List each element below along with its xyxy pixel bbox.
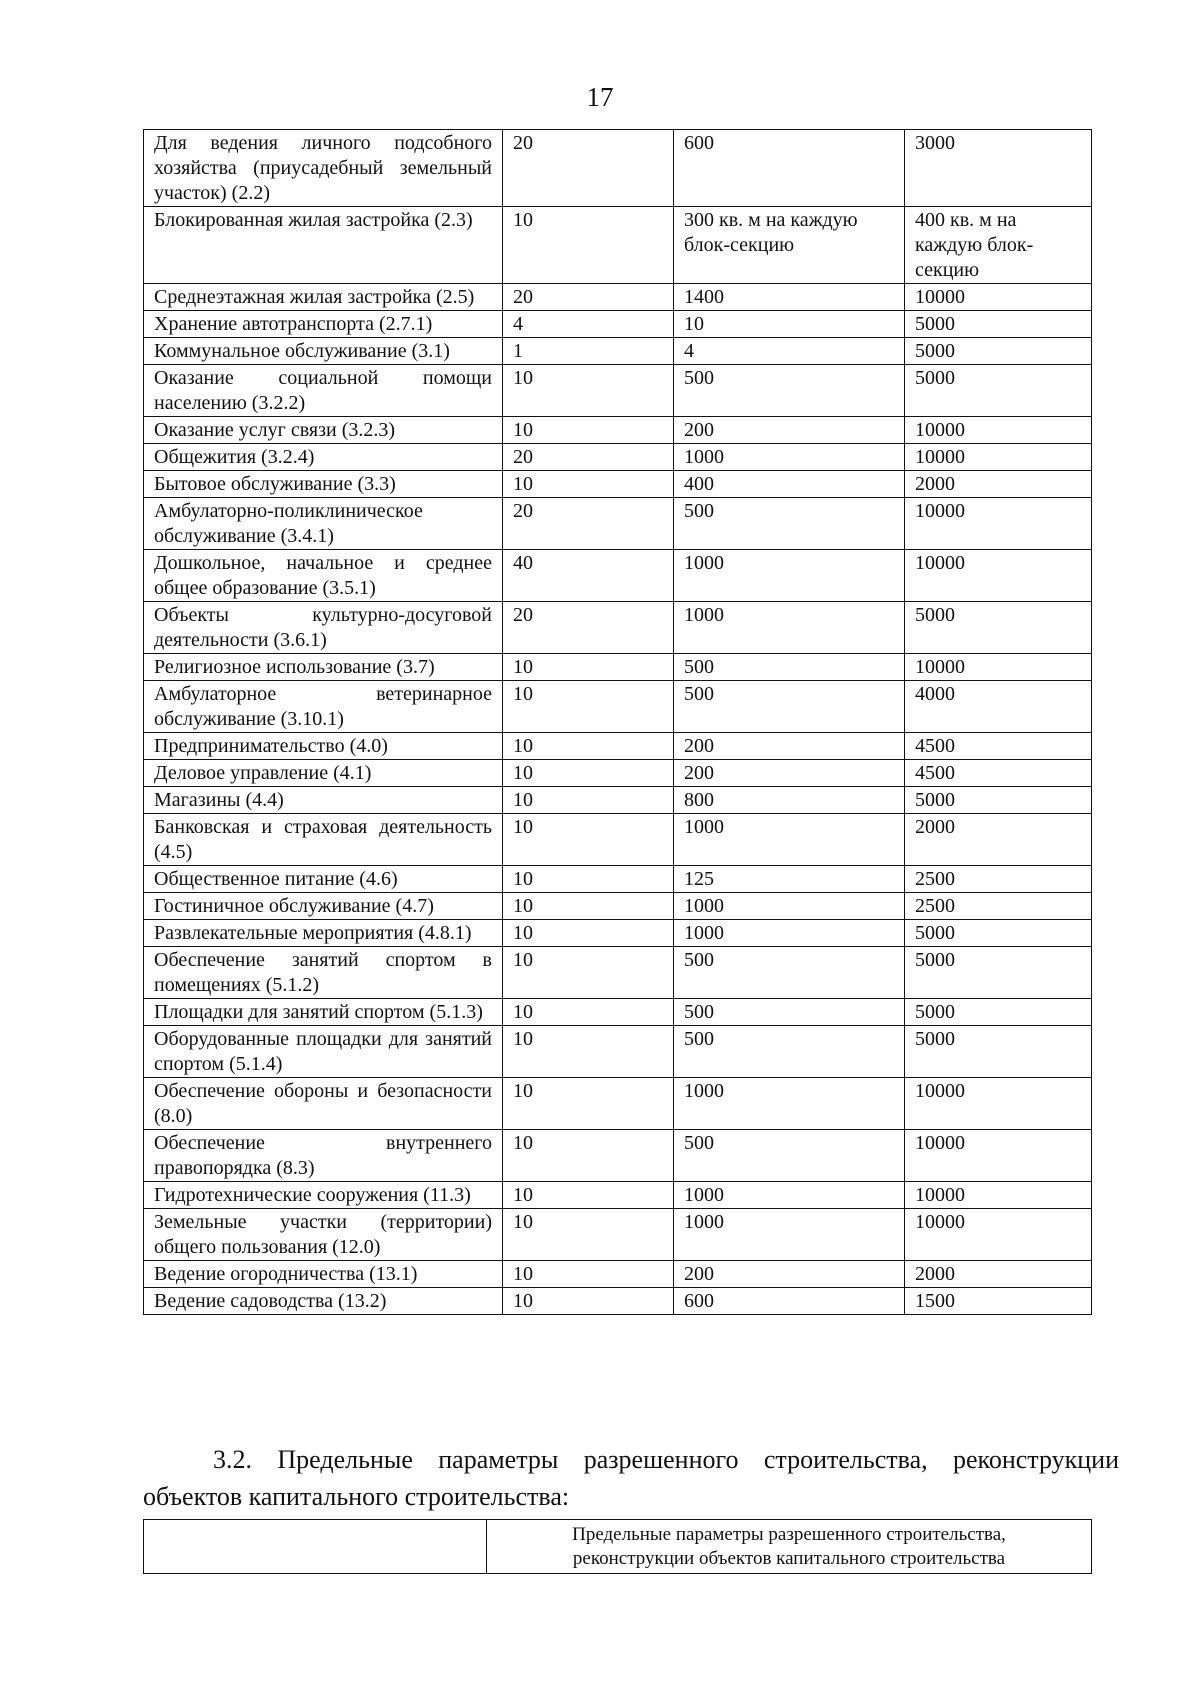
value-cell-col1: 10 (503, 1026, 674, 1078)
value-cell-col1: 10 (503, 1182, 674, 1209)
land-use-name-cell: Гидротехнические сооружения (11.3) (144, 1182, 503, 1209)
land-use-name-cell: Обеспечение внутреннего правопорядка (8.3) (144, 1130, 503, 1182)
table-row (144, 1130, 1092, 1182)
land-use-name-cell: Общежития (3.2.4) (144, 444, 503, 471)
table-row (144, 787, 1092, 814)
table-row (144, 1078, 1092, 1130)
value-cell-col1: 10 (503, 207, 674, 284)
value-cell-col2: 1000 (674, 550, 905, 602)
table-row (144, 999, 1092, 1026)
value-cell-col1: 20 (503, 130, 674, 207)
value-cell-col2: 1000 (674, 920, 905, 947)
value-cell-col1: 10 (503, 866, 674, 893)
table-row (144, 1288, 1092, 1315)
value-cell-col3: 10000 (905, 417, 1092, 444)
value-cell-col2: 1000 (674, 1078, 905, 1130)
value-cell-col1: 10 (503, 1078, 674, 1130)
value-cell-col3: 5000 (905, 338, 1092, 365)
value-cell-col3: 400 кв. м на каждую блок-секцию (905, 207, 1092, 284)
value-cell-col3: 10000 (905, 550, 1092, 602)
table-row (144, 760, 1092, 787)
land-use-name-cell: Религиозное использование (3.7) (144, 654, 503, 681)
params-table-header-empty (144, 1520, 487, 1574)
value-cell-col3: 10000 (905, 1130, 1092, 1182)
value-cell-col1: 10 (503, 417, 674, 444)
value-cell-col2: 500 (674, 365, 905, 417)
land-use-name-cell: Земельные участки (территории) общего пользования (12.0) (144, 1209, 503, 1261)
table-row (144, 550, 1092, 602)
value-cell-col2: 125 (674, 866, 905, 893)
value-cell-col2: 500 (674, 1130, 905, 1182)
value-cell-col3: 10000 (905, 498, 1092, 550)
table-row (144, 365, 1092, 417)
land-use-table-body (144, 130, 1092, 1315)
params-table (143, 1519, 1092, 1574)
value-cell-col3: 5000 (905, 920, 1092, 947)
land-use-name-cell: Коммунальное обслуживание (3.1) (144, 338, 503, 365)
value-cell-col2: 4 (674, 338, 905, 365)
value-cell-col3: 10000 (905, 1209, 1092, 1261)
value-cell-col2: 500 (674, 947, 905, 999)
value-cell-col1: 10 (503, 760, 674, 787)
value-cell-col2: 10 (674, 311, 905, 338)
value-cell-col1: 10 (503, 920, 674, 947)
land-use-name-cell: Ведение садоводства (13.2) (144, 1288, 503, 1315)
value-cell-col1: 10 (503, 681, 674, 733)
land-use-name-cell: Общественное питание (4.6) (144, 866, 503, 893)
value-cell-col1: 20 (503, 498, 674, 550)
value-cell-col1: 10 (503, 1261, 674, 1288)
value-cell-col1: 4 (503, 311, 674, 338)
value-cell-col3: 5000 (905, 999, 1092, 1026)
land-use-name-cell: Обеспечение обороны и безопасности (8.0) (144, 1078, 503, 1130)
table-row (144, 338, 1092, 365)
table-row (144, 417, 1092, 444)
table-row (144, 947, 1092, 999)
land-use-name-cell: Гостиничное обслуживание (4.7) (144, 893, 503, 920)
value-cell-col2: 1000 (674, 893, 905, 920)
value-cell-col2: 200 (674, 733, 905, 760)
value-cell-col3: 2500 (905, 866, 1092, 893)
land-use-name-cell: Площадки для занятий спортом (5.1.3) (144, 999, 503, 1026)
value-cell-col1: 10 (503, 471, 674, 498)
land-use-name-cell: Оказание социальной помощи населению (3.2.2) (144, 365, 503, 417)
params-table-header-cell: Предельные параметры разрешенного строительства, реконструкции объектов капитального строительства (487, 1520, 1092, 1574)
value-cell-col3: 2000 (905, 471, 1092, 498)
value-cell-col2: 1000 (674, 444, 905, 471)
table-row (144, 654, 1092, 681)
land-use-name-cell: Объекты культурно-досуговой деятельности (3.6.1) (144, 602, 503, 654)
value-cell-col2: 200 (674, 1261, 905, 1288)
table-row (144, 311, 1092, 338)
value-cell-col3: 4000 (905, 681, 1092, 733)
value-cell-col2: 500 (674, 654, 905, 681)
value-cell-col3: 5000 (905, 947, 1092, 999)
land-use-name-cell: Развлекательные мероприятия (4.8.1) (144, 920, 503, 947)
page-number: 17 (586, 82, 614, 112)
value-cell-col3: 2000 (905, 814, 1092, 866)
table-row (144, 733, 1092, 760)
table-row (144, 444, 1092, 471)
value-cell-col2: 1000 (674, 1209, 905, 1261)
value-cell-col3: 10000 (905, 654, 1092, 681)
value-cell-col2: 1000 (674, 1182, 905, 1209)
value-cell-col3: 2000 (905, 1261, 1092, 1288)
value-cell-col2: 1000 (674, 602, 905, 654)
value-cell-col3: 1500 (905, 1288, 1092, 1315)
value-cell-col1: 10 (503, 814, 674, 866)
land-use-name-cell: Оказание услуг связи (3.2.3) (144, 417, 503, 444)
value-cell-col1: 10 (503, 893, 674, 920)
land-use-name-cell: Оборудованные площадки для занятий спортом (5.1.4) (144, 1026, 503, 1078)
table-row (144, 130, 1092, 207)
value-cell-col2: 500 (674, 999, 905, 1026)
value-cell-col3: 10000 (905, 1182, 1092, 1209)
value-cell-col3: 4500 (905, 760, 1092, 787)
land-use-name-cell: Бытовое обслуживание (3.3) (144, 471, 503, 498)
value-cell-col1: 20 (503, 602, 674, 654)
table-row (144, 866, 1092, 893)
value-cell-col3: 2500 (905, 893, 1092, 920)
value-cell-col3: 10000 (905, 284, 1092, 311)
value-cell-col1: 20 (503, 444, 674, 471)
value-cell-col1: 10 (503, 733, 674, 760)
value-cell-col3: 5000 (905, 602, 1092, 654)
value-cell-col2: 300 кв. м на каждую блок-секцию (674, 207, 905, 284)
table-row (144, 920, 1092, 947)
section-heading (143, 1441, 1119, 1515)
value-cell-col1: 1 (503, 338, 674, 365)
table-row (144, 893, 1092, 920)
land-use-name-cell: Обеспечение занятий спортом в помещениях (5.1.2) (144, 947, 503, 999)
value-cell-col1: 10 (503, 999, 674, 1026)
value-cell-col1: 10 (503, 947, 674, 999)
value-cell-col2: 500 (674, 498, 905, 550)
value-cell-col3: 5000 (905, 787, 1092, 814)
table-row (144, 814, 1092, 866)
value-cell-col2: 1000 (674, 814, 905, 866)
value-cell-col2: 600 (674, 1288, 905, 1315)
table-row (144, 207, 1092, 284)
table-row (144, 1026, 1092, 1078)
value-cell-col3: 10000 (905, 1078, 1092, 1130)
value-cell-col3: 10000 (905, 444, 1092, 471)
land-use-name-cell: Дошкольное, начальное и среднее общее образование (3.5.1) (144, 550, 503, 602)
land-use-name-cell: Магазины (4.4) (144, 787, 503, 814)
value-cell-col3: 5000 (905, 365, 1092, 417)
value-cell-col1: 10 (503, 654, 674, 681)
land-use-name-cell: Банковская и страховая деятельность (4.5) (144, 814, 503, 866)
table-row (144, 1209, 1092, 1261)
table-row (144, 681, 1092, 733)
value-cell-col3: 5000 (905, 1026, 1092, 1078)
land-use-name-cell: Хранение автотранспорта (2.7.1) (144, 311, 503, 338)
land-use-table (143, 129, 1092, 1315)
value-cell-col2: 800 (674, 787, 905, 814)
value-cell-col1: 10 (503, 787, 674, 814)
land-use-name-cell: Амбулаторное ветеринарное обслуживание (3.10.1) (144, 681, 503, 733)
land-use-name-cell: Предпринимательство (4.0) (144, 733, 503, 760)
land-use-name-cell: Деловое управление (4.1) (144, 760, 503, 787)
table-row (144, 1261, 1092, 1288)
value-cell-col2: 500 (674, 1026, 905, 1078)
value-cell-col2: 1400 (674, 284, 905, 311)
value-cell-col2: 200 (674, 760, 905, 787)
value-cell-col1: 10 (503, 1130, 674, 1182)
land-use-name-cell: Для ведения личного подсобного хозяйства (приусадебный земельный участок) (2.2) (144, 130, 503, 207)
land-use-name-cell: Ведение огородничества (13.1) (144, 1261, 503, 1288)
section-heading-text: 3.2. Предельные параметры разрешенного строительства, реконструкции объектов капитального строительства: (143, 1445, 1119, 1511)
value-cell-col2: 500 (674, 681, 905, 733)
value-cell-col3: 4500 (905, 733, 1092, 760)
table-row (144, 602, 1092, 654)
value-cell-col2: 200 (674, 417, 905, 444)
table-row (144, 498, 1092, 550)
table-row (144, 1182, 1092, 1209)
params-table-header-row (144, 1520, 1092, 1574)
value-cell-col2: 600 (674, 130, 905, 207)
land-use-name-cell: Амбулаторно-поликлиническое обслуживание (3.4.1) (144, 498, 503, 550)
land-use-name-cell: Среднеэтажная жилая застройка (2.5) (144, 284, 503, 311)
land-use-name-cell: Блокированная жилая застройка (2.3) (144, 207, 503, 284)
value-cell-col3: 5000 (905, 311, 1092, 338)
value-cell-col3: 3000 (905, 130, 1092, 207)
value-cell-col1: 10 (503, 365, 674, 417)
value-cell-col1: 40 (503, 550, 674, 602)
table-row (144, 471, 1092, 498)
table-row (144, 284, 1092, 311)
value-cell-col2: 400 (674, 471, 905, 498)
value-cell-col1: 10 (503, 1209, 674, 1261)
value-cell-col1: 20 (503, 284, 674, 311)
value-cell-col1: 10 (503, 1288, 674, 1315)
